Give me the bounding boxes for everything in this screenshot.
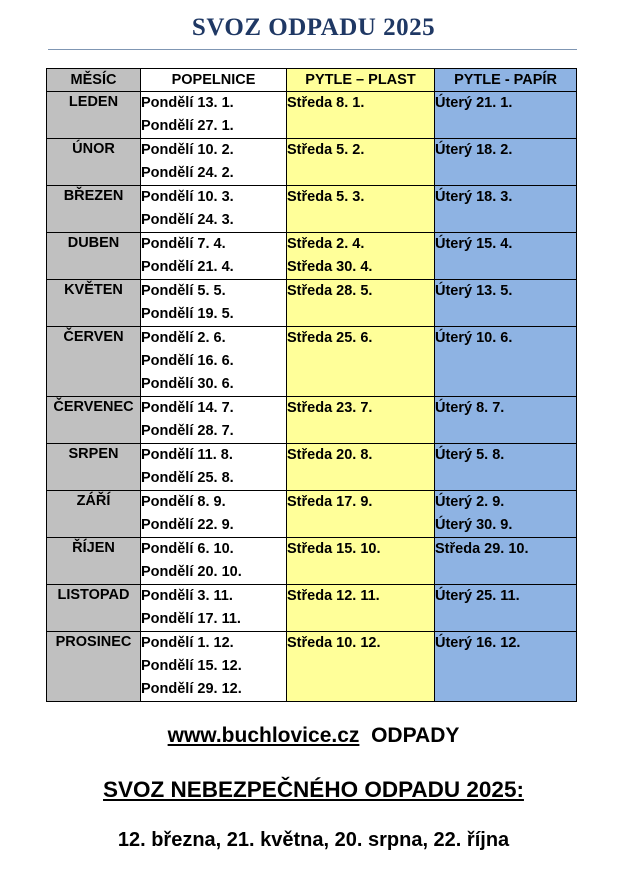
papir-cell-entry: Úterý 21. 1. [435, 95, 513, 111]
papir-cell [435, 186, 577, 233]
papir-cell-entry: Úterý 5. 8. [435, 447, 505, 463]
website-line [0, 724, 627, 748]
table-row [47, 538, 577, 585]
popelnice-cell-entry: Pondělí 10. 2. [141, 142, 234, 158]
header-papir: PYTLE - PAPÍR [435, 69, 577, 92]
month-name: SRPEN [68, 446, 119, 462]
popelnice-cell-entry: Pondělí 24. 2. [141, 165, 234, 181]
hazardous-waste-dates: 12. března, 21. května, 20. srpna, 22. října [117, 829, 510, 851]
plast-cell [287, 233, 435, 280]
month-name: ČERVEN [63, 329, 124, 345]
table-row [47, 585, 577, 632]
month-cell [47, 233, 141, 280]
plast-cell [287, 491, 435, 538]
title-underline [48, 49, 577, 50]
popelnice-cell-entry: Pondělí 24. 3. [141, 212, 234, 228]
popelnice-cell-entry: Pondělí 10. 3. [141, 189, 234, 205]
month-name: KVĚTEN [64, 282, 123, 298]
popelnice-cell-entry: Pondělí 1. 12. [141, 635, 234, 651]
papir-cell [435, 397, 577, 444]
header-row [47, 69, 577, 92]
month-cell [47, 444, 141, 491]
popelnice-cell-entry: Pondělí 7. 4. [141, 236, 226, 252]
papir-cell-entry: Úterý 18. 2. [435, 142, 513, 158]
papir-cell-entry: Úterý 8. 7. [435, 400, 505, 416]
month-cell [47, 92, 141, 139]
table-row [47, 632, 577, 702]
table-row [47, 139, 577, 186]
papir-cell [435, 139, 577, 186]
plast-cell [287, 92, 435, 139]
month-name: ZÁŘÍ [76, 493, 111, 509]
month-name: DUBEN [67, 235, 120, 251]
papir-cell-entry: Úterý 10. 6. [435, 330, 513, 346]
month-cell [47, 538, 141, 585]
plast-cell-entry: Středa 12. 11. [287, 588, 380, 604]
popelnice-cell-entry: Pondělí 14. 7. [141, 400, 234, 416]
month-name: LISTOPAD [57, 587, 130, 603]
table-row [47, 444, 577, 491]
table-row [47, 327, 577, 397]
plast-cell [287, 280, 435, 327]
papir-cell-entry: Úterý 30. 9. [435, 517, 513, 533]
month-cell [47, 491, 141, 538]
papir-cell-entry: Úterý 15. 4. [435, 236, 513, 252]
papir-cell-entry: Úterý 18. 3. [435, 189, 513, 205]
popelnice-cell-entry: Pondělí 21. 4. [141, 259, 234, 275]
papir-cell [435, 327, 577, 397]
popelnice-cell [141, 92, 287, 139]
popelnice-cell [141, 233, 287, 280]
plast-cell [287, 585, 435, 632]
popelnice-cell [141, 397, 287, 444]
plast-cell-entry: Středa 23. 7. [287, 400, 373, 416]
popelnice-cell [141, 327, 287, 397]
table-row [47, 280, 577, 327]
plast-cell [287, 139, 435, 186]
plast-cell-entry: Středa 5. 2. [287, 142, 365, 158]
papir-cell-entry: Úterý 25. 11. [435, 588, 520, 604]
plast-cell [287, 327, 435, 397]
papir-cell-entry: Úterý 2. 9. [435, 494, 505, 510]
popelnice-cell [141, 632, 287, 702]
month-name: LEDEN [68, 94, 119, 110]
popelnice-cell-entry: Pondělí 30. 6. [141, 376, 234, 392]
papir-cell [435, 585, 577, 632]
month-cell [47, 585, 141, 632]
popelnice-cell [141, 585, 287, 632]
header-plast: PYTLE – PLAST [287, 69, 435, 92]
popelnice-cell [141, 444, 287, 491]
popelnice-cell [141, 538, 287, 585]
popelnice-cell-entry: Pondělí 8. 9. [141, 494, 226, 510]
plast-cell-entry: Středa 28. 5. [287, 283, 373, 299]
popelnice-cell-entry: Pondělí 28. 7. [141, 423, 234, 439]
plast-cell [287, 632, 435, 702]
month-cell [47, 280, 141, 327]
header-month: MĚSÍC [47, 69, 141, 92]
table-row [47, 397, 577, 444]
plast-cell-entry: Středa 20. 8. [287, 447, 373, 463]
papir-cell [435, 491, 577, 538]
papir-cell [435, 632, 577, 702]
popelnice-cell-entry: Pondělí 13. 1. [141, 95, 234, 111]
papir-cell [435, 444, 577, 491]
popelnice-cell [141, 139, 287, 186]
papir-cell [435, 538, 577, 585]
month-name: ŘÍJEN [72, 540, 115, 556]
popelnice-cell-entry: Pondělí 20. 10. [141, 564, 242, 580]
month-cell [47, 139, 141, 186]
popelnice-cell [141, 280, 287, 327]
popelnice-cell-entry: Pondělí 27. 1. [141, 118, 234, 134]
plast-cell-entry: Středa 30. 4. [287, 259, 373, 275]
plast-cell [287, 397, 435, 444]
popelnice-cell [141, 491, 287, 538]
plast-cell-entry: Středa 25. 6. [287, 330, 373, 346]
popelnice-cell-entry: Pondělí 3. 11. [141, 588, 233, 604]
popelnice-cell-entry: Pondělí 5. 5. [141, 283, 226, 299]
plast-cell-entry: Středa 8. 1. [287, 95, 365, 111]
plast-cell-entry: Středa 2. 4. [287, 236, 365, 252]
papir-cell [435, 280, 577, 327]
month-name: ÚNOR [72, 141, 115, 157]
plast-cell-entry: Středa 15. 10. [287, 541, 381, 557]
website-label: ODPADY [371, 724, 460, 747]
month-cell [47, 397, 141, 444]
papir-cell-entry: Středa 29. 10. [435, 541, 529, 557]
popelnice-cell-entry: Pondělí 29. 12. [141, 681, 242, 697]
hazardous-waste-title: SVOZ NEBEZPEČNÉHO ODPADU 2025: [103, 777, 524, 802]
popelnice-cell-entry: Pondělí 25. 8. [141, 470, 234, 486]
popelnice-cell-entry: Pondělí 17. 11. [141, 611, 241, 627]
popelnice-cell-entry: Pondělí 19. 5. [141, 306, 234, 322]
table-row [47, 491, 577, 538]
popelnice-cell-entry: Pondělí 6. 10. [141, 541, 234, 557]
month-name: BŘEZEN [63, 188, 124, 204]
plast-cell-entry: Středa 17. 9. [287, 494, 373, 510]
papir-cell-entry: Úterý 16. 12. [435, 635, 521, 651]
page-title: SVOZ ODPADU 2025 [191, 14, 436, 41]
papir-cell [435, 233, 577, 280]
header-popelnice: POPELNICE [141, 69, 287, 92]
plast-cell-entry: Středa 10. 12. [287, 635, 381, 651]
schedule-table [46, 68, 577, 702]
table-row [47, 233, 577, 280]
papir-cell [435, 92, 577, 139]
table-row [47, 92, 577, 139]
popelnice-cell-entry: Pondělí 15. 12. [141, 658, 242, 674]
plast-cell [287, 186, 435, 233]
table-row [47, 186, 577, 233]
month-cell [47, 186, 141, 233]
plast-cell [287, 538, 435, 585]
month-cell [47, 327, 141, 397]
popelnice-cell [141, 186, 287, 233]
month-name: PROSINEC [55, 634, 132, 650]
month-name: ČERVENEC [53, 399, 134, 415]
papir-cell-entry: Úterý 13. 5. [435, 283, 513, 299]
month-cell [47, 632, 141, 702]
website-link[interactable]: www.buchlovice.cz [167, 724, 360, 747]
popelnice-cell-entry: Pondělí 22. 9. [141, 517, 234, 533]
plast-cell [287, 444, 435, 491]
popelnice-cell-entry: Pondělí 11. 8. [141, 447, 233, 463]
popelnice-cell-entry: Pondělí 16. 6. [141, 353, 234, 369]
plast-cell-entry: Středa 5. 3. [287, 189, 365, 205]
popelnice-cell-entry: Pondělí 2. 6. [141, 330, 226, 346]
